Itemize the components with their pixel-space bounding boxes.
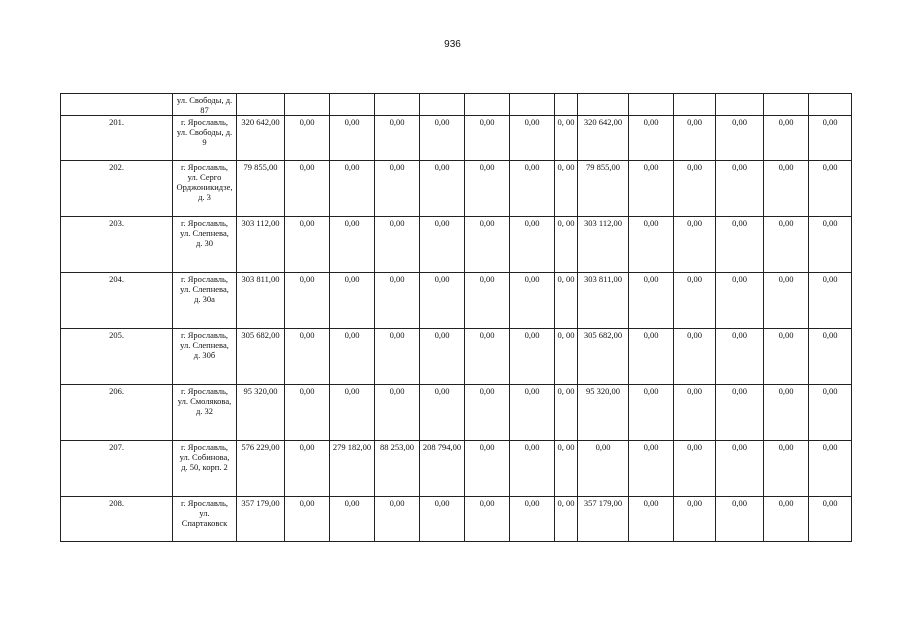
value-cell: 0,00	[465, 441, 510, 497]
value-cell: 0,00	[285, 161, 330, 217]
value-cell: 0,00	[285, 385, 330, 441]
value-cell: 0,00	[629, 441, 674, 497]
value-cell: 303 112,00	[578, 217, 629, 273]
value-cell	[555, 94, 578, 116]
value-cell	[375, 94, 420, 116]
address-cell: г. Ярославль, ул. Серго Орджоникидзе, д. 3	[173, 161, 237, 217]
value-cell: 79 855,00	[237, 161, 285, 217]
value-cell: 0,00	[285, 497, 330, 542]
value-cell	[809, 94, 852, 116]
row-number-cell	[61, 94, 173, 116]
value-cell: 0,00	[674, 116, 716, 161]
value-cell: 79 855,00	[578, 161, 629, 217]
table-row	[61, 385, 852, 441]
value-cell: 0,00	[420, 116, 465, 161]
value-cell: 0,00	[629, 385, 674, 441]
value-cell: 303 811,00	[578, 273, 629, 329]
value-cell: 0,00	[375, 329, 420, 385]
value-cell	[420, 94, 465, 116]
value-cell: 208 794,00	[420, 441, 465, 497]
value-cell: 0,00	[716, 329, 764, 385]
value-cell: 0,00	[465, 116, 510, 161]
value-cell: 0,00	[629, 116, 674, 161]
value-cell: 0,00	[809, 329, 852, 385]
value-cell: 0,00	[465, 273, 510, 329]
value-cell: 279 182,00	[330, 441, 375, 497]
value-cell: 0,00	[330, 217, 375, 273]
table-row	[61, 116, 852, 161]
value-cell: 0,00	[330, 329, 375, 385]
value-cell	[674, 94, 716, 116]
value-cell: 95 320,00	[237, 385, 285, 441]
value-cell: 0, 00	[555, 116, 578, 161]
address-cell: г. Ярославль, ул. Собинова, д. 50, корп. 2	[173, 441, 237, 497]
value-cell: 320 642,00	[578, 116, 629, 161]
value-cell: 0,00	[764, 161, 809, 217]
value-cell: 305 682,00	[578, 329, 629, 385]
value-cell: 0,00	[674, 217, 716, 273]
value-cell	[764, 94, 809, 116]
table-row	[61, 217, 852, 273]
value-cell: 0, 00	[555, 441, 578, 497]
value-cell: 0,00	[330, 385, 375, 441]
table-row	[61, 94, 852, 116]
table-row	[61, 161, 852, 217]
value-cell: 0,00	[375, 273, 420, 329]
value-cell: 0,00	[716, 497, 764, 542]
value-cell	[237, 94, 285, 116]
value-cell: 0,00	[285, 441, 330, 497]
value-cell: 0,00	[510, 385, 555, 441]
value-cell: 0, 00	[555, 497, 578, 542]
value-cell	[578, 94, 629, 116]
value-cell: 0,00	[375, 161, 420, 217]
value-cell: 0,00	[674, 329, 716, 385]
row-number-cell: 206.	[61, 385, 173, 441]
value-cell: 0,00	[510, 441, 555, 497]
value-cell: 0,00	[420, 161, 465, 217]
value-cell: 357 179,00	[237, 497, 285, 542]
row-number-cell: 205.	[61, 329, 173, 385]
value-cell	[510, 94, 555, 116]
value-cell: 0,00	[510, 273, 555, 329]
value-cell: 305 682,00	[237, 329, 285, 385]
value-cell: 0,00	[330, 116, 375, 161]
address-cell: г. Ярославль, ул. Спартаковск	[173, 497, 237, 542]
value-cell: 0,00	[510, 161, 555, 217]
value-cell: 0,00	[420, 273, 465, 329]
value-cell: 0, 00	[555, 161, 578, 217]
value-cell: 0,00	[674, 273, 716, 329]
value-cell: 0,00	[578, 441, 629, 497]
value-cell: 0,00	[809, 441, 852, 497]
value-cell: 0,00	[330, 161, 375, 217]
value-cell: 0,00	[330, 497, 375, 542]
value-cell: 0,00	[465, 497, 510, 542]
value-cell: 0,00	[465, 329, 510, 385]
value-cell: 0, 00	[555, 217, 578, 273]
value-cell: 0,00	[809, 497, 852, 542]
value-cell: 0,00	[465, 217, 510, 273]
value-cell: 576 229,00	[237, 441, 285, 497]
row-number-cell: 201.	[61, 116, 173, 161]
row-number-cell: 202.	[61, 161, 173, 217]
value-cell: 0,00	[674, 385, 716, 441]
value-cell: 0,00	[285, 329, 330, 385]
value-cell: 0,00	[716, 441, 764, 497]
value-cell: 88 253,00	[375, 441, 420, 497]
value-cell: 0,00	[285, 217, 330, 273]
value-cell	[330, 94, 375, 116]
value-cell: 0,00	[764, 497, 809, 542]
value-cell: 0,00	[629, 217, 674, 273]
value-cell: 0,00	[716, 385, 764, 441]
value-cell: 0,00	[716, 273, 764, 329]
value-cell: 0,00	[809, 116, 852, 161]
value-cell: 0,00	[809, 385, 852, 441]
address-cell: г. Ярославль, ул. Слепнева, д. 30	[173, 217, 237, 273]
table-row	[61, 273, 852, 329]
page-number: 936	[444, 39, 461, 50]
value-cell: 0,00	[465, 161, 510, 217]
value-cell: 0,00	[764, 441, 809, 497]
value-cell: 0,00	[510, 217, 555, 273]
value-cell: 0,00	[764, 385, 809, 441]
value-cell: 0,00	[764, 329, 809, 385]
value-cell	[716, 94, 764, 116]
value-cell	[465, 94, 510, 116]
value-cell: 0,00	[809, 161, 852, 217]
address-cell: г. Ярославль, ул. Слепнева, д. 30а	[173, 273, 237, 329]
value-cell: 0,00	[716, 116, 764, 161]
value-cell: 0,00	[764, 273, 809, 329]
value-cell: 0, 00	[555, 329, 578, 385]
value-cell: 0,00	[629, 161, 674, 217]
value-cell: 0,00	[674, 441, 716, 497]
value-cell: 357 179,00	[578, 497, 629, 542]
value-cell: 0,00	[375, 497, 420, 542]
value-cell	[285, 94, 330, 116]
value-cell: 0,00	[674, 497, 716, 542]
value-cell: 0,00	[510, 116, 555, 161]
address-cell: г. Ярославль, ул. Свободы, д. 9	[173, 116, 237, 161]
value-cell: 0,00	[629, 273, 674, 329]
value-cell: 0,00	[716, 217, 764, 273]
data-table	[60, 93, 852, 542]
value-cell: 0,00	[629, 497, 674, 542]
value-cell: 0,00	[375, 217, 420, 273]
value-cell: 0,00	[809, 217, 852, 273]
table-body	[61, 94, 852, 542]
address-cell: г. Ярославль, ул. Смолякова, д. 32	[173, 385, 237, 441]
value-cell: 0,00	[420, 385, 465, 441]
value-cell: 0,00	[375, 116, 420, 161]
value-cell: 0,00	[809, 273, 852, 329]
address-cell: ул. Свободы, д. 87	[173, 94, 237, 116]
value-cell: 0,00	[285, 273, 330, 329]
table-row	[61, 441, 852, 497]
value-cell: 0, 00	[555, 385, 578, 441]
value-cell: 0,00	[716, 161, 764, 217]
value-cell: 0,00	[674, 161, 716, 217]
table-row	[61, 329, 852, 385]
value-cell: 0,00	[764, 116, 809, 161]
value-cell: 0,00	[285, 116, 330, 161]
value-cell: 303 112,00	[237, 217, 285, 273]
value-cell: 0,00	[510, 497, 555, 542]
value-cell: 0,00	[330, 273, 375, 329]
row-number-cell: 203.	[61, 217, 173, 273]
value-cell: 0,00	[420, 217, 465, 273]
value-cell: 303 811,00	[237, 273, 285, 329]
value-cell: 0,00	[629, 329, 674, 385]
value-cell	[629, 94, 674, 116]
value-cell: 0,00	[420, 329, 465, 385]
value-cell: 0, 00	[555, 273, 578, 329]
row-number-cell: 204.	[61, 273, 173, 329]
address-cell: г. Ярославль, ул. Слепнева, д. 30б	[173, 329, 237, 385]
row-number-cell: 207.	[61, 441, 173, 497]
value-cell: 0,00	[465, 385, 510, 441]
table-row	[61, 497, 852, 542]
value-cell: 0,00	[375, 385, 420, 441]
value-cell: 95 320,00	[578, 385, 629, 441]
value-cell: 320 642,00	[237, 116, 285, 161]
value-cell: 0,00	[420, 497, 465, 542]
row-number-cell: 208.	[61, 497, 173, 542]
value-cell: 0,00	[510, 329, 555, 385]
value-cell: 0,00	[764, 217, 809, 273]
